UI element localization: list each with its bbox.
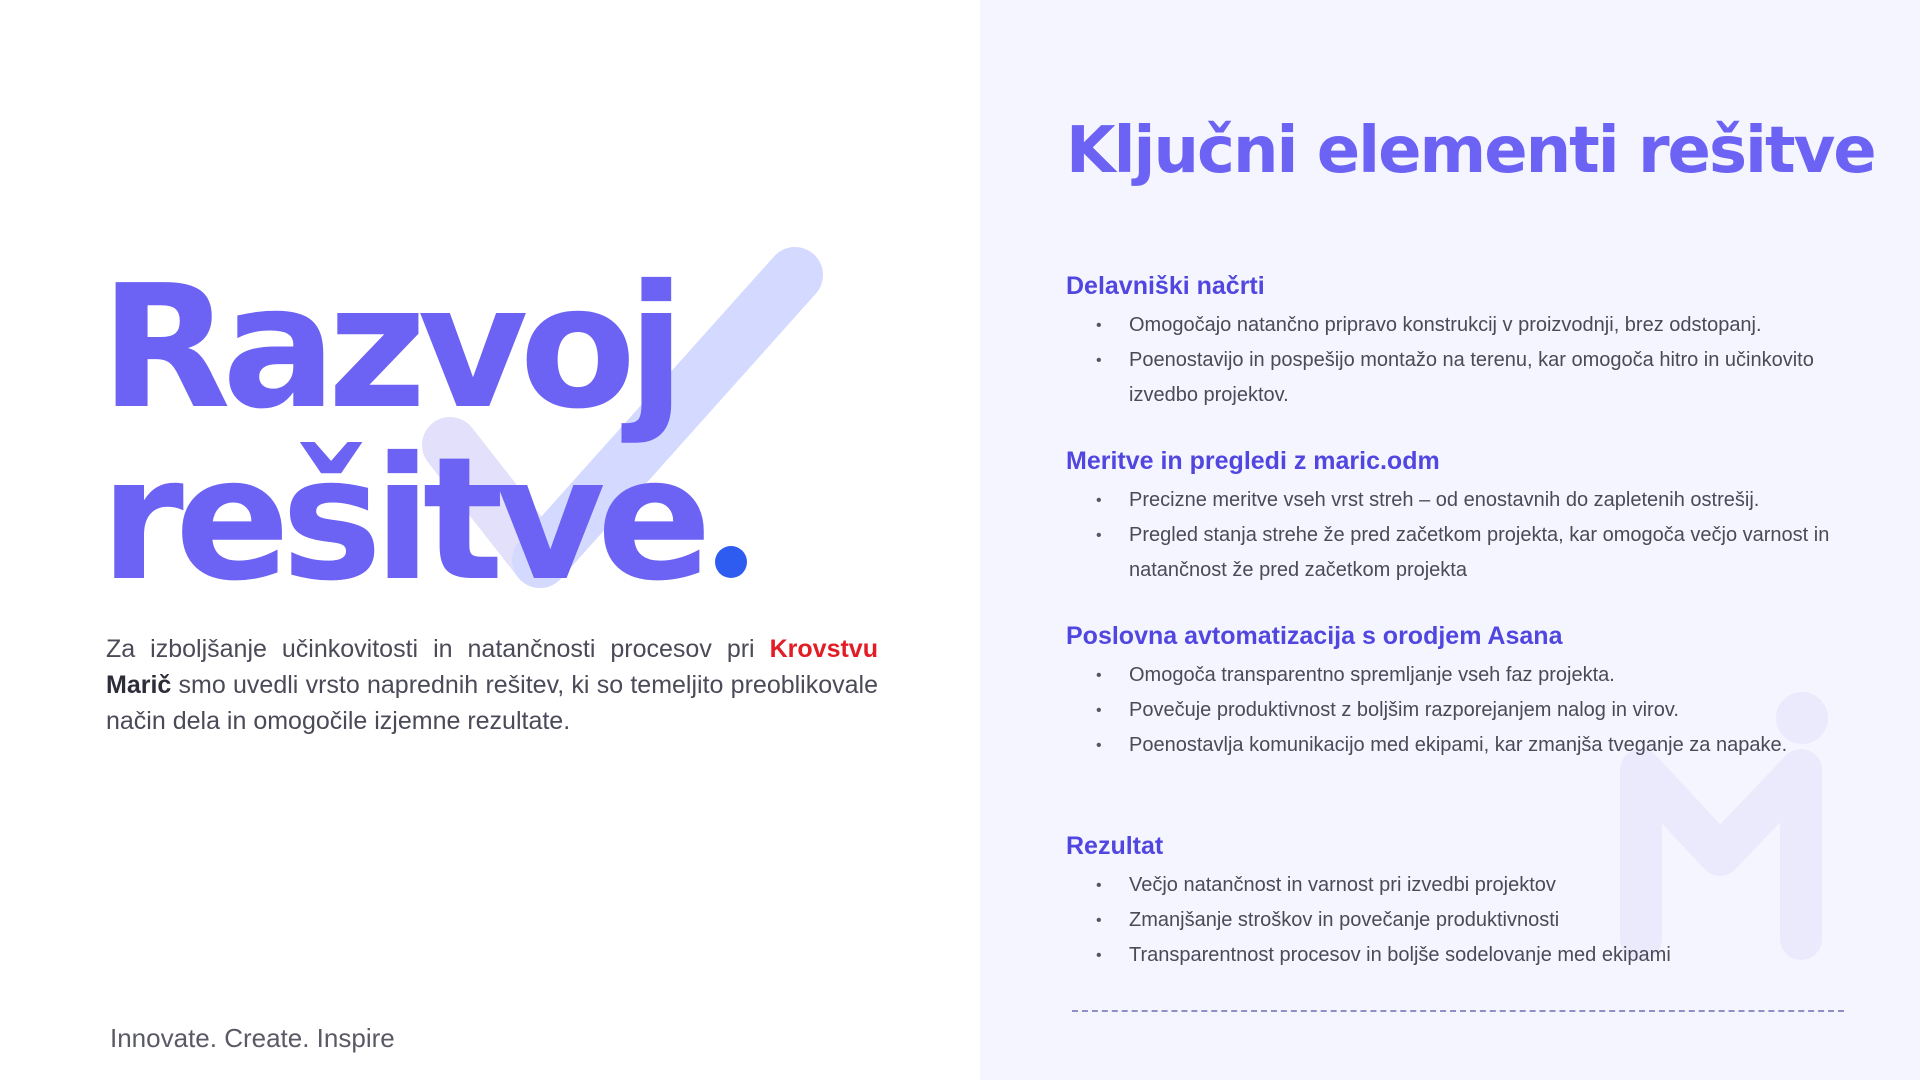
list-item: • Zmanjšanje stroškov in povečanje produktivnosti [1066,903,1866,938]
intro-brand-surname: Marič [106,671,172,699]
solution-group-result [1066,830,1866,973]
tagline: Innovate. Create. Inspire [110,1023,395,1053]
list-item: • Poenostavlja komunikacijo med ekipami, kar zmanjša tveganje za napake. [1066,728,1866,763]
bullet-list [1066,658,1866,763]
hero-dot-icon [715,546,747,578]
intro-text-after: smo uvedli vrsto naprednih rešitev, ki so temeljito preoblikovale način dela in omogočile izjemne rezultate. [106,671,878,735]
hero-title [100,249,747,619]
intro-brand-name: Krovstvu [769,635,878,663]
intro-text-before: Za izboljšanje učinkovitosti in natančnosti procesov pri [106,635,770,663]
intro-paragraph [106,631,878,739]
list-item: • Poenostavijo in pospešijo montažo na terenu, kar omogoča hitro in učinkovito izvedbo projektov. [1066,343,1866,413]
group-title: Rezultat [1066,832,1164,860]
list-item: • Omogoča transparentno spremljanje vseh faz projekta. [1066,658,1866,693]
group-title: Delavniški načrti [1066,272,1265,300]
hero-title-line2-text: rešitve [100,421,703,619]
bullet-list [1066,483,1866,588]
dashed-divider [1072,1010,1844,1012]
section-title: Ključni elementi rešitve [1066,114,1875,188]
group-title: Poslovna avtomatizacija s orodjem Asana [1066,622,1563,650]
list-item: • Transparentnost procesov in boljše sodelovanje med ekipami [1066,938,1866,973]
list-item: • Povečuje produktivnost z boljšim razporejanjem nalog in virov. [1066,693,1866,728]
bullet-list [1066,308,1866,413]
list-item: • Pregled stanja strehe že pred začetkom projekta, kar omogoča večjo varnost in natančnost že pred začetkom projekta [1066,518,1866,588]
solution-group-measurements [1066,445,1866,588]
hero-title-line1: Razvoj [100,249,677,447]
bullet-list [1066,868,1866,973]
group-title: Meritve in pregledi z maric.odm [1066,447,1440,475]
list-item: • Omogočajo natančno pripravo konstrukcij v proizvodnji, brez odstopanj. [1066,308,1866,343]
solution-group-automation [1066,620,1866,763]
hero-title-line2 [100,421,747,619]
solution-group-workshop-plans [1066,270,1866,413]
list-item: • Večjo natančnost in varnost pri izvedbi projektov [1066,868,1866,903]
list-item: • Precizne meritve vseh vrst streh – od enostavnih do zapletenih ostrešij. [1066,483,1866,518]
